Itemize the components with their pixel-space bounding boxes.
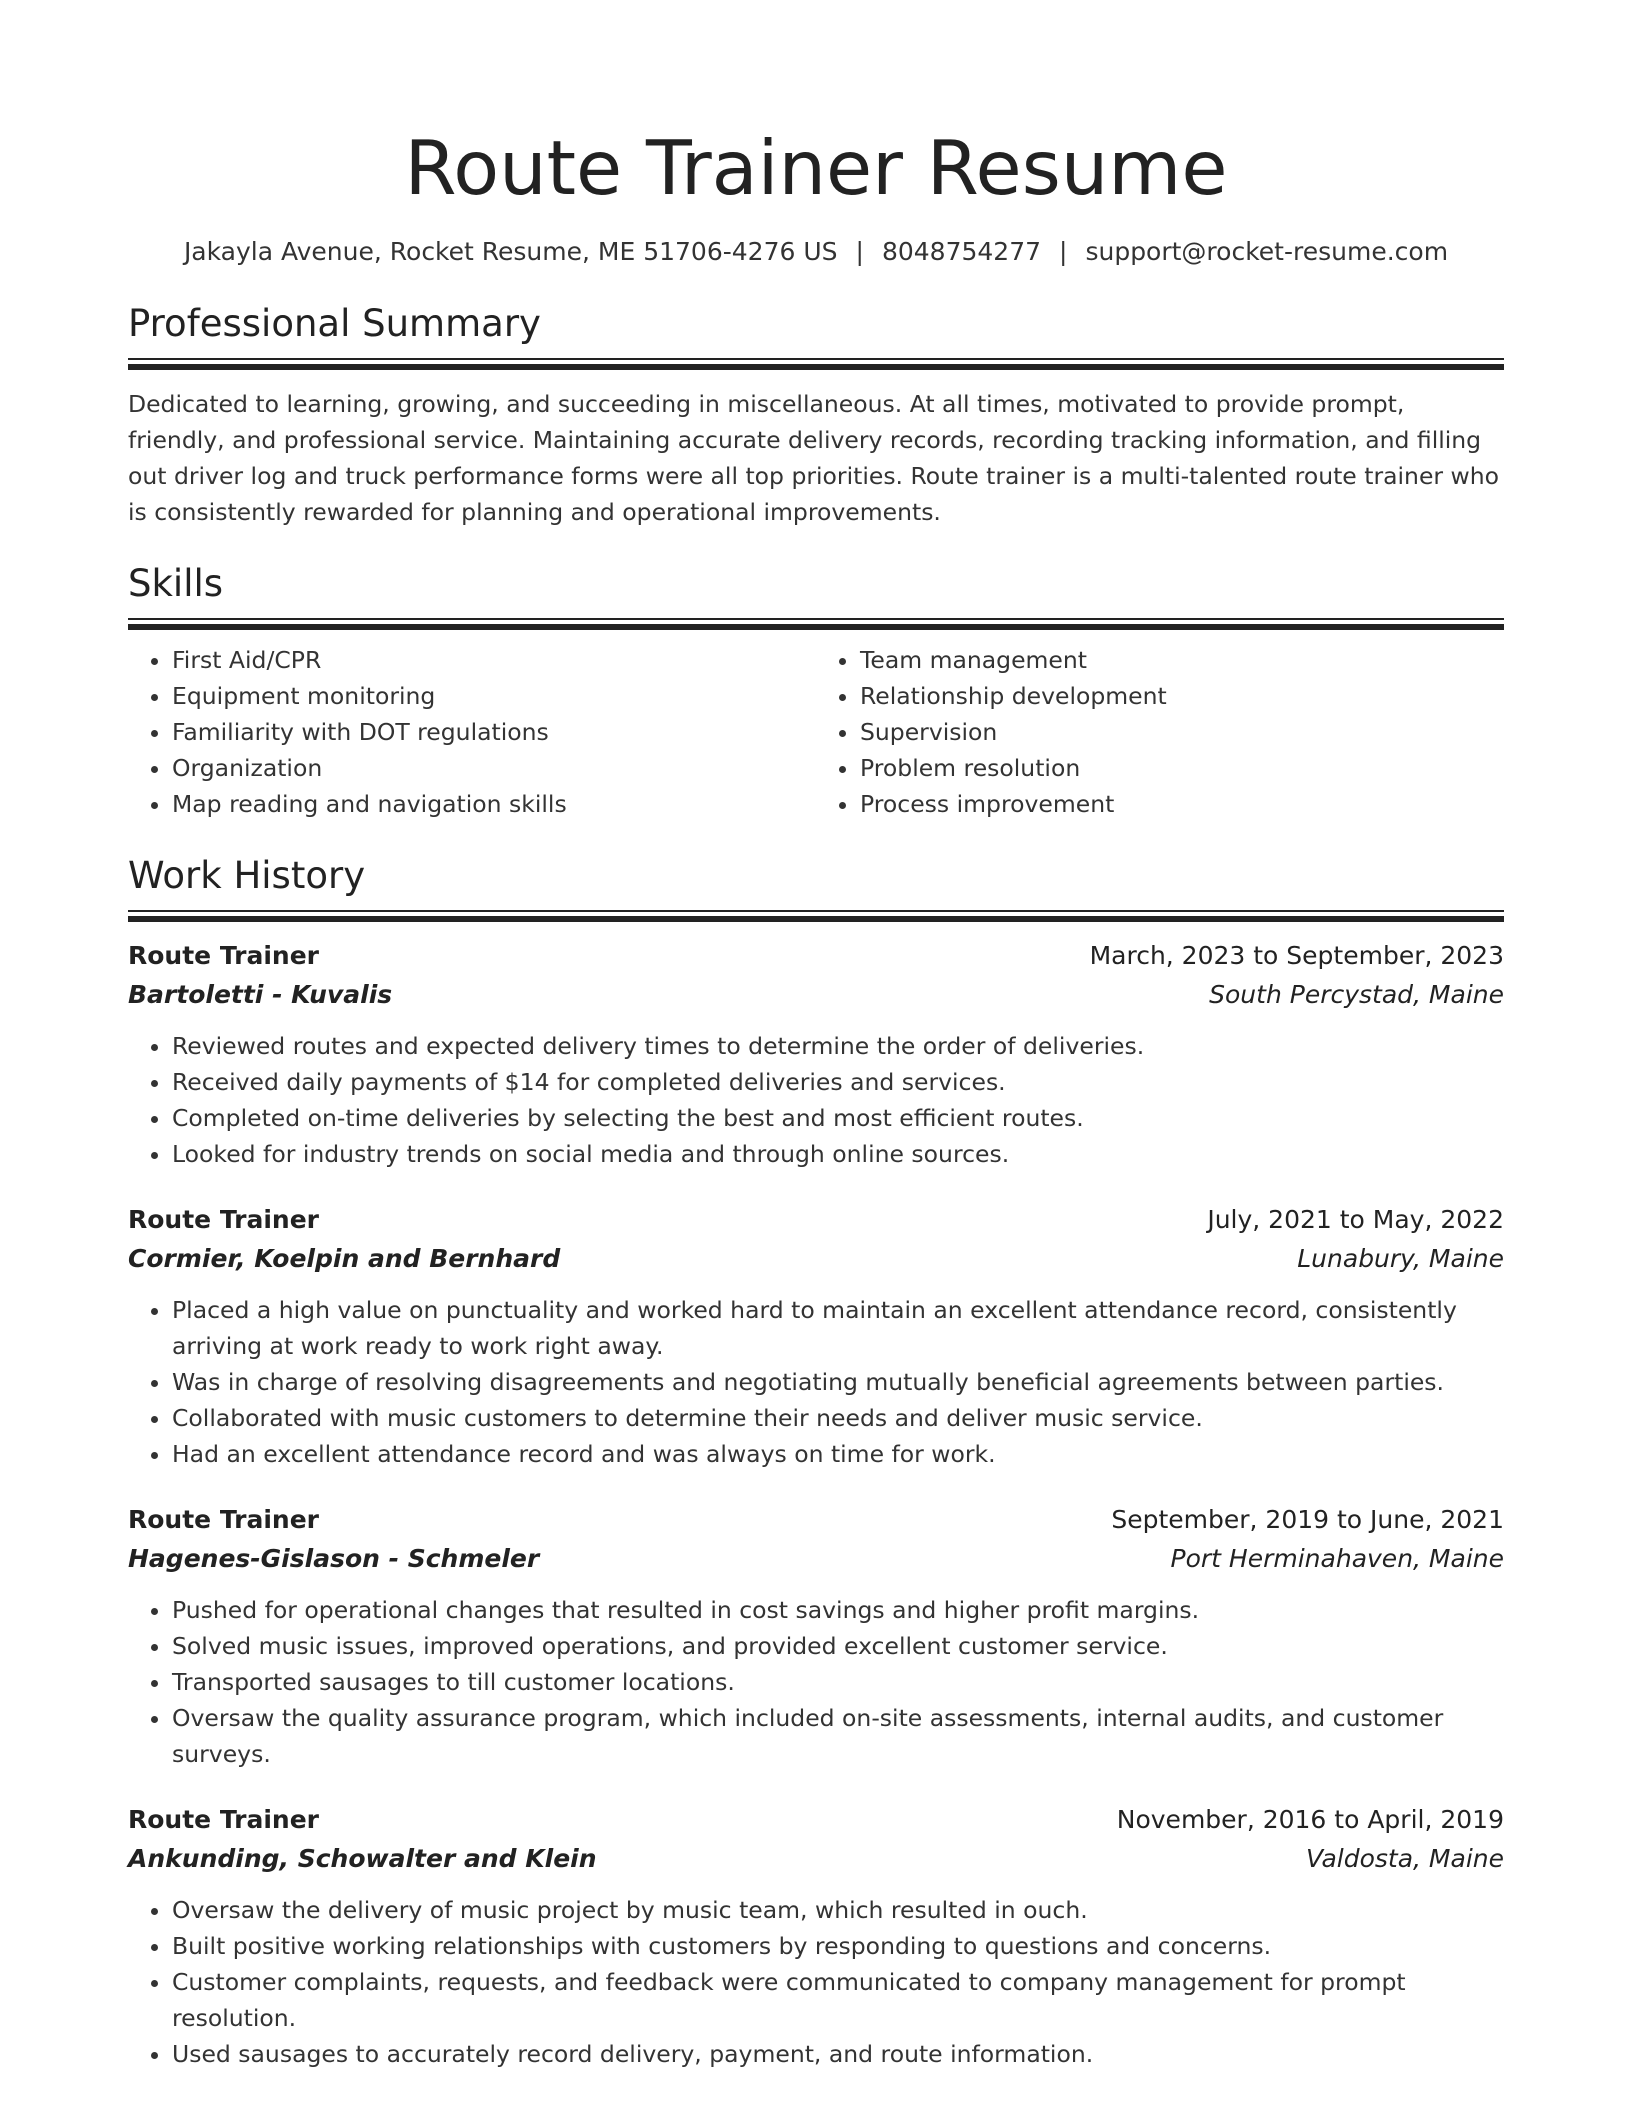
contact-email: support@rocket-resume.com bbox=[1085, 237, 1449, 266]
job-bullet: • Received daily payments of $14 for completed deliveries and services. bbox=[172, 1064, 1504, 1100]
section-divider bbox=[128, 618, 1504, 630]
job-dates: July, 2021 to May, 2022 bbox=[1207, 1205, 1504, 1234]
job-header-row bbox=[128, 1500, 1504, 1539]
skills-columns bbox=[128, 642, 1504, 822]
skill-item: • Problem resolution bbox=[860, 750, 1504, 786]
job-bullet: • Was in charge of resolving disagreements and negotiating mutually beneficial agreements between parties. bbox=[172, 1364, 1504, 1400]
skills-heading: Skills bbox=[128, 562, 224, 605]
section-divider bbox=[128, 910, 1504, 922]
job-company: Cormier, Koelpin and Bernhard bbox=[128, 1244, 561, 1273]
skills-section bbox=[128, 560, 1504, 822]
contact-address: Jakayla Avenue, Rocket Resume, ME 51706-4276 US bbox=[183, 237, 838, 266]
job-entry bbox=[128, 1800, 1504, 2072]
job-entry bbox=[128, 1200, 1504, 1472]
skill-item: • Familiarity with DOT regulations bbox=[172, 714, 816, 750]
skills-list-right bbox=[816, 642, 1504, 822]
job-bullet: • Collaborated with music customers to determine their needs and deliver music service. bbox=[172, 1400, 1504, 1436]
section-divider bbox=[128, 358, 1504, 370]
skill-item: • Organization bbox=[172, 750, 816, 786]
job-bullets bbox=[128, 1292, 1504, 1472]
job-bullet: • Oversaw the quality assurance program, which included on-site assessments, internal audits, and customer surveys. bbox=[172, 1700, 1504, 1772]
job-company: Bartoletti - Kuvalis bbox=[128, 980, 393, 1009]
job-employer-row bbox=[128, 975, 1504, 1014]
job-title: Route Trainer bbox=[128, 1505, 319, 1534]
job-title: Route Trainer bbox=[128, 1205, 319, 1234]
job-employer-row bbox=[128, 1239, 1504, 1278]
job-header-row bbox=[128, 1800, 1504, 1839]
skills-list-left bbox=[128, 642, 816, 822]
job-bullet: • Transported sausages to till customer locations. bbox=[172, 1664, 1504, 1700]
skill-item: • Equipment monitoring bbox=[172, 678, 816, 714]
job-bullets bbox=[128, 1592, 1504, 1772]
job-bullet: • Pushed for operational changes that resulted in cost savings and higher profit margins. bbox=[172, 1592, 1504, 1628]
resume-title: Route Trainer Resume bbox=[404, 124, 1228, 212]
job-company: Ankunding, Schowalter and Klein bbox=[128, 1844, 597, 1873]
job-bullet: • Placed a high value on punctuality and worked hard to maintain an excellent attendance record, consistently arriving at work ready to work right away. bbox=[172, 1292, 1504, 1364]
job-bullet: • Oversaw the delivery of music project by music team, which resulted in ouch. bbox=[172, 1892, 1504, 1928]
contact-line bbox=[128, 234, 1504, 270]
job-location: South Percystad, Maine bbox=[1209, 980, 1504, 1009]
job-employer-row bbox=[128, 1539, 1504, 1578]
job-bullet: • Solved music issues, improved operations, and provided excellent customer service. bbox=[172, 1628, 1504, 1664]
job-header-row bbox=[128, 936, 1504, 975]
job-dates: September, 2019 to June, 2021 bbox=[1111, 1505, 1504, 1534]
summary-section bbox=[128, 300, 1504, 530]
job-bullet: • Built positive working relationships with customers by responding to questions and concerns. bbox=[172, 1928, 1504, 1964]
skill-item: • Process improvement bbox=[860, 786, 1504, 822]
job-bullet: • Had an excellent attendance record and was always on time for work. bbox=[172, 1436, 1504, 1472]
job-entry bbox=[128, 936, 1504, 1172]
job-location: Port Herminahaven, Maine bbox=[1170, 1544, 1504, 1573]
job-dates: November, 2016 to April, 2019 bbox=[1116, 1805, 1504, 1834]
skill-item: • Relationship development bbox=[860, 678, 1504, 714]
job-bullet: • Customer complaints, requests, and feedback were communicated to company management for prompt resolution. bbox=[172, 1964, 1504, 2036]
contact-phone: 8048754277 bbox=[881, 237, 1042, 266]
job-bullet: • Used sausages to accurately record delivery, payment, and route information. bbox=[172, 2036, 1504, 2072]
skill-item: • Map reading and navigation skills bbox=[172, 786, 816, 822]
job-bullet: • Reviewed routes and expected delivery times to determine the order of deliveries. bbox=[172, 1028, 1504, 1064]
job-bullet: • Completed on-time deliveries by selecting the best and most efficient routes. bbox=[172, 1100, 1504, 1136]
skill-item: • Team management bbox=[860, 642, 1504, 678]
summary-text: Dedicated to learning, growing, and succeeding in miscellaneous. At all times, motivated to provide prompt, friendly, and professional service. Maintaining accurate delivery records, recording tracking information, and filling out driver log and truck performance forms were all top priorities. Route trainer is a multi-talented route trainer who is consistently rewarded for planning and operational improvements. bbox=[128, 390, 1500, 526]
job-bullet: • Looked for industry trends on social media and through online sources. bbox=[172, 1136, 1504, 1172]
job-company: Hagenes-Gislason - Schmeler bbox=[128, 1544, 540, 1573]
skill-item: • First Aid/CPR bbox=[172, 642, 816, 678]
job-location: Lunabury, Maine bbox=[1297, 1244, 1504, 1273]
job-dates: March, 2023 to September, 2023 bbox=[1089, 941, 1504, 970]
work-history-section bbox=[128, 852, 1504, 2072]
job-entry bbox=[128, 1500, 1504, 1772]
contact-separator: | bbox=[1059, 237, 1068, 266]
job-title: Route Trainer bbox=[128, 1805, 319, 1834]
job-bullets bbox=[128, 1028, 1504, 1172]
summary-heading: Professional Summary bbox=[128, 302, 541, 345]
job-employer-row bbox=[128, 1839, 1504, 1878]
work-history-heading: Work History bbox=[128, 854, 366, 897]
job-title: Route Trainer bbox=[128, 941, 319, 970]
job-header-row bbox=[128, 1200, 1504, 1239]
job-location: Valdosta, Maine bbox=[1305, 1844, 1504, 1873]
skill-item: • Supervision bbox=[860, 714, 1504, 750]
job-bullets bbox=[128, 1892, 1504, 2072]
contact-separator: | bbox=[855, 237, 864, 266]
